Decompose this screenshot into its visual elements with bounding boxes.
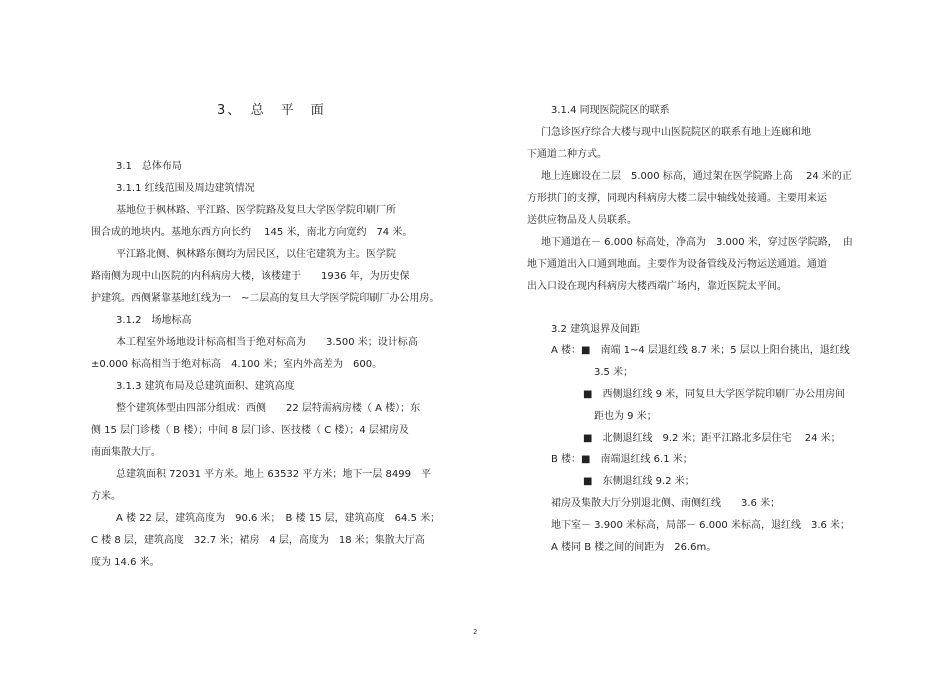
paragraph-line: A 楼：■ 南端 1~4 层退红线 8.7 米；5 层以上阳台挑出，退红线 — [551, 345, 850, 356]
paragraph-line: 度为 14.6 米。 — [91, 557, 160, 568]
paragraph-line: 围合成的地块内。基地东西方向长约 145 米，南北方向宽约 74 米。 — [91, 227, 413, 238]
paragraph-line: 总建筑面积 72031 平方米。地上 63532 平方米；地下一层 8499 平 — [116, 469, 431, 480]
paragraph-line: 送供应物品及人员联系。 — [527, 215, 637, 226]
paragraph-line: 侧 15 层门诊楼（ B 楼）；中间 8 层门诊、医技楼（ C 楼）；4 层裙房及 — [91, 425, 409, 436]
paragraph-line: A 楼同 B 楼之间的间距为 26.6m。 — [551, 542, 717, 553]
paragraph-line: 方米。 — [91, 491, 121, 502]
paragraph-line: 护建筑。西侧紧靠基地红线为一 ~二层高的复旦大学医学院印刷厂办公用房。 — [91, 293, 440, 304]
subsection-heading: 3.1.1 红线范围及周边建筑情况 — [116, 183, 255, 194]
paragraph-line: 平江路北侧、枫林路东侧均为居民区，以住宅建筑为主。医学院 — [116, 249, 396, 260]
paragraph-line: 下通道二种方式。 — [527, 149, 607, 160]
paragraph-line: 基地位于枫林路、平江路、医学院路及复旦大学医学院印刷厂所 — [116, 205, 396, 216]
paragraph-line: 出入口设在现内科病房大楼西端广场内，靠近医院太平间。 — [527, 281, 787, 292]
paragraph-line: A 楼 22 层，建筑高度为 90.6 米； B 楼 15 层，建筑高度 64.5 米； — [116, 513, 441, 524]
subsection-heading: 3.1.3 建筑布局及总建筑面积、建筑高度 — [116, 381, 295, 392]
paragraph-line: ■ 北侧退红线 9.2 米；距平江路北多层住宅 24 米； — [583, 433, 841, 444]
paragraph-line: ±0.000 标高相当于绝对标高 4.100 米；室内外高差为 600。 — [91, 359, 383, 370]
section-heading: 3.2 建筑退界及间距 — [551, 324, 641, 335]
paragraph-line: 地上连廊设在二层 5.000 标高，通过架在医学院路上高 24 米的正 — [541, 171, 852, 182]
paragraph-line: C 楼 8 层，建筑高度 32.7 米；裙房 4 层，高度为 18 米；集散大厅高 — [91, 535, 425, 546]
paragraph-line: 路南侧为现中山医院的内科病房大楼，该楼建于 1936 年，为历史保 — [91, 271, 410, 282]
paragraph-line: 3.5 米； — [594, 367, 634, 378]
subsection-heading: 3.1.4 同现医院院区的联系 — [551, 105, 670, 116]
paragraph-line: 门急诊医疗综合大楼与现中山医院院区的联系有地上连廊和地 — [541, 127, 811, 138]
paragraph-line: 本工程室外场地设计标高相当于绝对标高为 3.500 米；设计标高 — [116, 337, 418, 348]
subsection-heading: 3.1.2 场地标高 — [116, 315, 192, 326]
paragraph-line: ■ 西侧退红线 9 米，同复旦大学医学院印刷厂办公用房间 — [583, 389, 846, 400]
paragraph-line: 地下通道出入口通到地面。主要作为设备管线及污物运送通道。通道 — [527, 259, 827, 270]
paragraph-line: ■ 东侧退红线 9.2 米； — [583, 476, 695, 487]
paragraph-line: 距也为 9 米； — [594, 411, 657, 422]
paragraph-line: B 楼：■ 南端退红线 6.1 米； — [551, 454, 693, 465]
paragraph-line: 方形拱门的支撑，同现内科病房大楼二层中轴线处接通。主要用来运 — [527, 193, 827, 204]
paragraph-line: 南面集散大厅。 — [91, 447, 161, 458]
paragraph-line: 地下室－ 3.900 米标高，局部－ 6.000 米标高，退红线 3.6 米； — [551, 520, 851, 531]
paragraph-line: 裙房及集散大厅分别退北侧、南侧红线 3.6 米； — [551, 498, 781, 509]
page-title: 3、 总 平 面 — [217, 103, 326, 118]
paragraph-line: 地下通道在－ 6.000 标高处，净高为 3.000 米，穿过医学院路， 由 — [541, 237, 853, 248]
paragraph-line: 整个建筑体型由四部分组成：西侧 22 层特需病房楼（ A 楼）；东 — [116, 403, 421, 414]
section-heading: 3.1 总体布局 — [116, 161, 182, 172]
page-number: 2 — [473, 628, 478, 636]
